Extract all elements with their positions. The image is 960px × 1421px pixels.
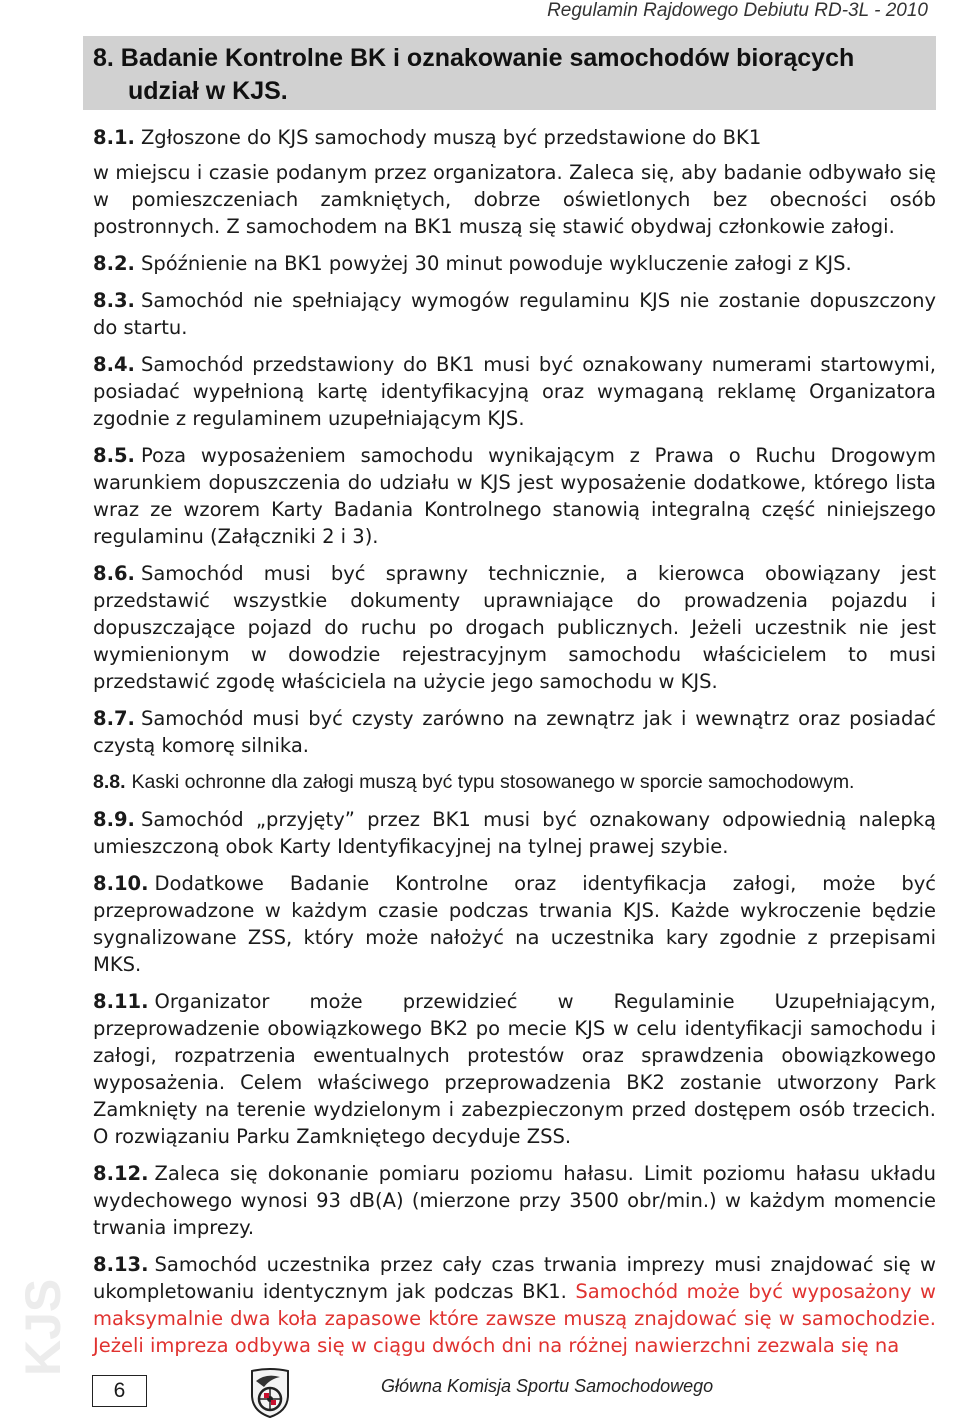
paragraph-8-10: [93, 870, 936, 978]
paragraph-text: Samochód musi być sprawny technicznie, a kierowca obowiązany jest przedstawić wszystkie dokumenty uprawniające do prowadzenia pojazdu i dopuszczające pojazd do ruchu po drogach publicznych. Jeżeli uczestnik nie jest wymienionym w dowodzie rejestracyjnym samochodu właścicielem to musi przedstawić zgodę właściciela na użycie jego samochodu w KJS.: [93, 562, 936, 693]
paragraph-red-text: Samochód może być wyposażony w maksymalnie dwa koła zapasowe które zawsze muszą znajdować się w samochodzie. Jeżeli impreza odbywa się w ciągu dwóch dni na różnej nawierzchni zezwala się na: [93, 1280, 936, 1357]
paragraph-8-1-continued: [93, 159, 936, 240]
paragraph-8-1: [93, 124, 936, 151]
paragraph-text: Dodatkowe Badanie Kontrolne oraz identyfikacja załogi, może być przeprowadzone w każdym czasie podczas trwania KJS. Każde wykroczenie będzie sygnalizowane ZSS, który może nałożyć na uczestnika kary zgodnie z przepisami MKS.: [93, 872, 936, 976]
section-content: [93, 124, 936, 1359]
section-title-line2: udział w KJS.: [128, 77, 288, 105]
paragraph-text: Samochód nie spełniający wymogów regulaminu KJS nie zostanie dopuszczony do startu.: [93, 289, 936, 339]
paragraph-number: 8.2.: [93, 252, 135, 275]
paragraph-8-2: [93, 250, 936, 277]
paragraph-number: 8.11.: [93, 990, 149, 1013]
paragraph-8-11: [93, 988, 936, 1150]
paragraph-text: Kaski ochronne dla załogi muszą być typu stosowanego w sporcie samochodowym.: [131, 771, 855, 793]
paragraph-number: 8.7.: [93, 707, 135, 730]
paragraph-8-9: [93, 806, 936, 860]
paragraph-8-7: [93, 705, 936, 759]
paragraph-number: 8.1.: [93, 126, 135, 149]
running-header: Regulamin Rajdowego Debiutu RD-3L - 2010: [547, 0, 928, 21]
paragraph-text: Organizator może przewidzieć w Regulaminie Uzupełniającym, przeprowadzenie obowiązkowego BK2 po mecie KJS w celu identyfikacji samochodu i załogi, rozpatrzenia ewentualnych protestów oraz sprawdzenia obowiązkowego wyposażenia. Celem właściwego przeprowadzenia BK2 zostanie utworzony Park Zamknięty na terenie wydzielonym i zabezpieczonym przed dostępem osób trzecich. O rozwiązaniu Parku Zamkniętego decyduje ZSS.: [93, 990, 936, 1148]
paragraph-number: 8.13.: [93, 1253, 149, 1276]
paragraph-number: 8.12.: [93, 1162, 149, 1185]
paragraph-number: 8.10.: [93, 872, 149, 895]
paragraph-text: Spóźnienie na BK1 powyżej 30 minut powoduje wykluczenie załogi z KJS.: [140, 252, 852, 275]
paragraph-text: Samochód przedstawiony do BK1 musi być oznakowany numerami startowymi, posiadać wypełnioną kartę identyfikacyjną oraz wymaganą reklamę Organizatora zgodnie z regulaminem uzupełniającym KJS.: [93, 353, 936, 430]
section-title: [93, 42, 938, 108]
paragraph-number: 8.6.: [93, 562, 135, 585]
paragraph-text: w miejscu i czasie podanym przez organizatora. Zaleca się, aby badanie odbywało się w pomieszczeniach zamkniętych, dobrze oświetlonych bez obecności osób postronnych. Z samochodem na BK1 muszą się stawić obydwaj członkowie załogi.: [93, 161, 936, 238]
paragraph-8-5: [93, 442, 936, 550]
paragraph-number: 8.5.: [93, 444, 135, 467]
paragraph-text: Zaleca się dokonanie pomiaru poziomu hałasu. Limit poziomu hałasu układu wydechowego wynosi 93 dB(A) (mierzone przy 3500 obr/min.) w każdym momencie trwania imprezy.: [93, 1162, 936, 1239]
paragraph-8-12: [93, 1160, 936, 1241]
paragraph-text: Samochód musi być czysty zarówno na zewnątrz jak i wewnątrz oraz posiadać czystą komorę silnika.: [93, 707, 936, 757]
paragraph-number: 8.8.: [93, 771, 126, 793]
paragraph-number: 8.4.: [93, 353, 135, 376]
pzm-logo-icon: [246, 1367, 294, 1419]
section-title-line1: 8. Badanie Kontrolne BK i oznakowanie samochodów biorących: [93, 44, 855, 72]
side-watermark-kjs: [12, 1258, 72, 1378]
paragraph-8-3: [93, 287, 936, 341]
paragraph-number: 8.3.: [93, 289, 135, 312]
paragraph-8-6: [93, 560, 936, 695]
paragraph-text: Poza wyposażeniem samochodu wynikającym z Prawa o Ruchu Drogowym warunkiem dopuszczenia do udziału w KJS jest wyposażenie dodatkowe, którego lista wraz ze wzorem Karty Badania Kontrolnego stanowią integralną część niniejszego regulaminu (Załączniki 2 i 3).: [93, 444, 936, 548]
paragraph-number: 8.9.: [93, 808, 135, 831]
paragraph-8-4: [93, 351, 936, 432]
paragraph-text: Samochód „przyjęty” przez BK1 musi być oznakowany odpowiednią nalepką umieszczoną obok Karty Identyfikacyjnej na tylnej prawej szybie.: [93, 808, 936, 858]
paragraph-text: Zgłoszone do KJS samochody muszą być przedstawione do BK1: [140, 126, 762, 149]
footer-organization: Główna Komisja Sportu Samochodowego: [381, 1376, 714, 1396]
side-label: KJS: [15, 1278, 71, 1376]
page-number: 6: [92, 1375, 147, 1407]
paragraph-8-8: [93, 769, 936, 796]
paragraph-8-13: [93, 1251, 936, 1359]
paragraph-text: Samochód uczestnika przez cały czas trwania imprezy musi znajdować się w ukompletowaniu identycznym jak podczas BK1.: [93, 1253, 936, 1303]
